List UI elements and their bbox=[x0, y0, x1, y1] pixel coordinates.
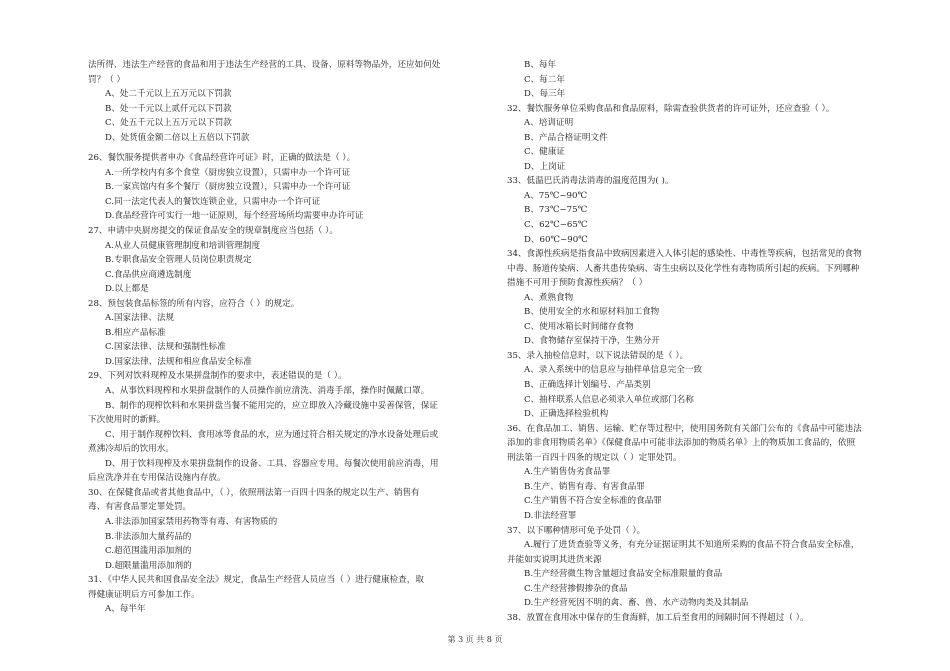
answer-option-line: D.非法经营罪 bbox=[524, 510, 577, 521]
answer-option-line: C.国家法律、法规和强制性标准 bbox=[105, 342, 226, 353]
answer-option-line: A.履行了进货查验等义务，有充分证据证明其不知道所采购的食品不符合食品安全标准， bbox=[524, 540, 860, 551]
question-text-line: 下次使用时的新鲜。 bbox=[88, 415, 166, 426]
right-text-column bbox=[507, 58, 907, 625]
answer-option-line: D、每三年 bbox=[524, 89, 566, 100]
question-text-line: 26、餐饮服务提供者申办《食品经营许可证》时，正确的做法是（ ）。 bbox=[88, 153, 356, 164]
page-footer: 第 3 页 共 8 页 bbox=[447, 635, 503, 644]
answer-option-line: C、处五千元以上五万元以下罚款 bbox=[105, 118, 232, 129]
answer-option-line: A.非法添加国家禁用药物等有毒、有害物质的 bbox=[105, 516, 278, 527]
question-text-line: 36、在食品加工、销售、运输、贮存等过程中，使用国务院有关部门公布的《食品中可能违法 bbox=[507, 423, 862, 434]
answer-option-line: D.以上都是 bbox=[105, 284, 149, 295]
answer-option-line: D、上岗证 bbox=[524, 161, 566, 172]
answer-option-line: C.食品供应商遴选制度 bbox=[105, 269, 192, 280]
question-text-line: 35、录入抽检信息时，以下说法错误的是（ ）。 bbox=[507, 350, 689, 361]
left-text-column bbox=[88, 58, 488, 617]
answer-option-line: C.生产销售不符合安全标准的食品罪 bbox=[524, 496, 662, 507]
answer-option-line: D.国家法律、法规和相应食品安全标准 bbox=[105, 356, 252, 367]
answer-option-line: D.超限量滥用添加剂的 bbox=[105, 560, 192, 571]
answer-option-line: D.食品经营许可实行一地一证原则，每个经营场所均需要申办许可证 bbox=[105, 211, 364, 222]
answer-option-line: C、62℃~65℃ bbox=[524, 220, 588, 231]
answer-option-line: C.同一法定代表人的餐饮连锁企业，只需申办一个许可证 bbox=[105, 196, 321, 207]
question-text-line: 29、下列对饮料现榨及水果拼盘制作的要求中，表述错误的是（ ）。 bbox=[88, 371, 347, 382]
answer-option-line: A.国家法律、法规 bbox=[105, 313, 175, 324]
question-text-line: 38、放置在食用冰中保存的生食海鲜，加工后至食用的间隔时间不得超过（ ）。 bbox=[507, 612, 809, 623]
answer-option-line: D、60℃~90℃ bbox=[524, 234, 588, 245]
answer-option-line: A.从业人员健康管理制度和培训管理制度 bbox=[105, 240, 261, 251]
answer-option-line: A、培训证明 bbox=[524, 118, 574, 129]
answer-option-line: C、抽样联系人信息必须录入单位或部门名称 bbox=[524, 394, 694, 405]
question-text-line: 32、餐饮服务单位采购食品和食品原料，除需查验供货者的许可证外，还应查验（ ）。 bbox=[507, 103, 835, 114]
answer-option-line: D.生产经营死因不明的禽、畜、兽、水产动物肉类及其制品 bbox=[524, 598, 749, 609]
answer-option-line: C、用于制作现榨饮料、食用冰等食品的水，应为通过符合相关规定的净水设备处理后或 bbox=[105, 429, 439, 440]
answer-option-line: B、73℃~75℃ bbox=[524, 205, 588, 216]
answer-option-line: A、每半年 bbox=[105, 604, 146, 615]
question-text-line: 28、预包装食品标签的所有内容，应符合（ ）的规定。 bbox=[88, 298, 300, 309]
answer-option-line: B、使用安全的水和原材料加工食物 bbox=[524, 307, 660, 318]
answer-option-line: D、正确选择检验机构 bbox=[524, 409, 609, 420]
answer-option-line: B.生产经营微生物含量超过食品安全标准限量的食品 bbox=[524, 569, 723, 580]
answer-option-line: A.一所学校内有多个食堂（厨房独立设置），只需申办一个许可证 bbox=[105, 167, 351, 178]
question-text-line: 中毒、肠道传染病、人畜共患传染病、寄生虫病以及化学性有毒物质所引起的疾病。下列哪种 bbox=[507, 263, 860, 274]
question-text-line: 34、食源性疾病是指食品中致病因素进入人体引起的感染性、中毒性等疾病，包括常见的食物 bbox=[507, 249, 862, 260]
question-text-line: 27、申请中央厨房提交的保证食品安全的规章制度应当包括（ ）。 bbox=[88, 226, 338, 237]
answer-option-line: A、从事饮料现榨和水果拼盘制作的人员操作前应清洗、消毒手部，操作时佩戴口罩。 bbox=[105, 386, 430, 397]
answer-option-line: A、煮熟食物 bbox=[524, 292, 574, 303]
question-text-line: 毒、有害食品罪定罪处罚。 bbox=[88, 502, 192, 513]
question-text-line: 得健康证明后方可参加工作。 bbox=[88, 589, 200, 600]
question-text-line: 添加的非食用物质名单》《保健食品中可能非法添加的物质名单》上的物质加工食品的，依照 bbox=[507, 438, 856, 449]
answer-option-line: C.生产经营掺假掺杂的食品 bbox=[524, 583, 628, 594]
answer-option-line: B、产品合格证明文件 bbox=[524, 132, 608, 143]
question-text-line: 37、以下哪种情形可免予处罚（ ）。 bbox=[507, 525, 646, 536]
question-text-line: 并能如实说明其进货来源 bbox=[507, 554, 602, 565]
answer-option-line: B.生产、销售有毒、有害食品罪 bbox=[524, 481, 645, 492]
answer-option-line: B、处一千元以上贰仟元以下罚款 bbox=[105, 103, 232, 114]
question-text-line: 31、《中华人民共和国食品安全法》规定，食品生产经营人员应当（ ）进行健康检查，取 bbox=[88, 575, 424, 586]
answer-option-line: C、健康证 bbox=[524, 147, 565, 158]
answer-option-line: C.超范围滥用添加剂的 bbox=[105, 546, 192, 557]
answer-option-line: B.相应产品标准 bbox=[105, 327, 166, 338]
answer-option-line: C、使用冰箱长时间储存食物 bbox=[524, 321, 634, 332]
question-text-line: 30、在保健食品或者其他食品中，（ ），依照刑法第一百四十四条的规定以生产、销售有 bbox=[88, 487, 420, 498]
question-text-line: 刑法第一百四十四条的规定以（ ）定罪处罚。 bbox=[507, 452, 682, 463]
answer-option-line: B.专职食品安全管理人员岗位职责规定 bbox=[105, 255, 252, 266]
answer-option-line: B、每年 bbox=[524, 60, 557, 70]
answer-option-line: B、正确选择计划编号、产品类别 bbox=[524, 380, 651, 391]
answer-option-line: A、录入系统中的信息应与抽样单信息完全一致 bbox=[524, 365, 703, 376]
answer-option-line: D、食物储存室保持干净，生熟分开 bbox=[524, 336, 660, 347]
answer-option-line: A、处二千元以上五万元以下罚款 bbox=[105, 89, 232, 100]
question-text-line: 煮沸冷却后的饮用水。 bbox=[88, 444, 174, 455]
question-text-line: 罚？（ ） bbox=[88, 74, 126, 85]
question-text-line: 法所得、违法生产经营的食品和用于违法生产经营的工具、设备、原料等物品外，还应如何处 bbox=[88, 60, 441, 70]
answer-option-line: B.一家宾馆内有多个餐厅（厨房独立设置），只需申办一个许可证 bbox=[105, 182, 351, 193]
question-text-line: 33、低温巴氏消毒法消毒的温度范围为( )。 bbox=[507, 176, 674, 187]
answer-option-line: A、75℃~90℃ bbox=[524, 190, 588, 201]
answer-option-line: A.生产销售伪劣食品罪 bbox=[524, 467, 611, 478]
question-text-line: 措施不可用于预防食源性疾病？（ ） bbox=[507, 278, 648, 289]
question-text-line: 后应洗净并在专用保洁设施内存放。 bbox=[88, 473, 226, 484]
answer-option-line: D、用于饮料现榨及水果拼盘制作的设备、工具、容器应专用。每餐次使用前应消毒，用 bbox=[105, 458, 439, 469]
answer-option-line: B、制作的现榨饮料和水果拼盘当餐不能用完的，应立即放入冷藏设施中妥善保管，保证 bbox=[105, 400, 438, 411]
answer-option-line: B.非法添加大量药品的 bbox=[105, 531, 192, 542]
answer-option-line: C、每二年 bbox=[524, 74, 565, 85]
answer-option-line: D、处货值金额二倍以上五倍以下罚款 bbox=[105, 132, 250, 143]
